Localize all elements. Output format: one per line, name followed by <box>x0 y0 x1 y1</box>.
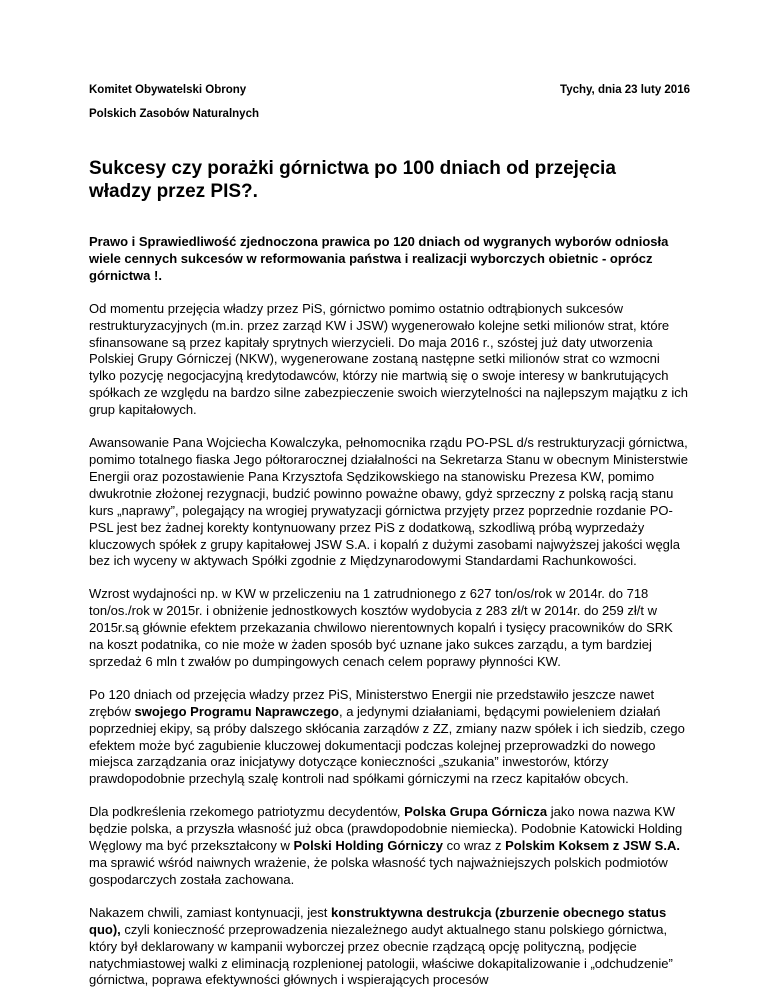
paragraph-5-text-a: Dla podkreślenia rzekomego patriotyzmu decydentów, <box>89 804 405 820</box>
paragraph-5-bold-polski-koks: Polskim Koksem z JSW S.A. <box>505 838 680 854</box>
paragraph-4 <box>89 687 689 788</box>
paragraph-1: Od momentu przejęcia władzy przez PiS, górnictwo pomimo ostatnio odtrąbionych sukcesów restrukturyzacyjnych (m.in. przez zarząd KW i JSW) wygenerowało kolejne setki milionów strat, które sfinansowane są przez kapitały sprytnych wierzycieli. Do maja 2016 r., szóstej już daty utworzenia Polskiej Grupy Górniczej (NKW), wygenerowane zostaną następne setki milionów strat co wzmocni tylko pozycję negocjacyjną kredytodawców, którzy nie martwią się o swoje interesy w bankrutujących spółkach ze względu na bardzo silne zabezpieczenie swoich wierzytelności na najlepszym majątku z ich grup kapitałowych. <box>89 300 689 418</box>
paragraph-4-text-c: , a jedynymi działaniami, będącymi powieleniem działań poprzedniej ekipy, są próby dalszego skłócania zarządów z ZZ, zmiany nazw spółek i ich siedzib, czego efektem może być zagubienie kluczowej dokumentacji podczas kolejnej przeprowadzki do nowego miejsca zarządzania oraz inicjatywy dotyczące konieczności „szukania” inwestorów, którzy prawdopodobnie przechylą szalę kontroli nad spółkami górniczymi na rzecz kapitałów obcych. <box>89 703 685 787</box>
title-line-2: władzy przez PIS?. <box>89 181 258 202</box>
organization-name <box>89 78 419 126</box>
paragraph-6 <box>89 905 689 990</box>
paragraph-3: Wzrost wydajności np. w KW w przeliczeniu na 1 zatrudnionego z 627 ton/os/rok w 2014r. do 718 ton/os./rok w 2015r. i obniżenie jednostkowych kosztów wydobycia z 283 zł/t w 2014r. do 259 zł/t w 2015r.są głównie efektem przekazania chwilowo nierentownych kopalń i tysięcy pracowników do SRK na koszt podatnika, co nie może w żaden sposób być uznane jako sukces zarządu, a tym bardziej sprzedaż 6 mln t zwałów po dumpingowych cenach celem poprawy płynności KW. <box>89 586 673 669</box>
paragraph-2: Awansowanie Pana Wojciecha Kowalczyka, pełnomocnika rządu PO-PSL d/s restrukturyzacji górnictwa, pomimo totalnego fiaska Jego półtorarocznej działalności na Sekretarza Stanu w obecnym Ministerstwie Energii oraz pozostawienie Pana Krzysztofa Sędzikowskiego na stanowisku Prezesa KW, pomimo dwukrotnie złożonej rezygnacji, budzić powinno poważne obawy, gdyż sprzeczny z polską racją stanu kurs „naprawy”, polegający na wrogiej prywatyzacji górnictwa przyjęty przez poprzednie rozdanie PO-PSL jest bez żadnej korekty kontynuowany przez PiS z dodatkową, szkodliwą próbą wyprzedaży kluczowych spółek z grupy kapitałowej JSW S.A. i kopalń z dużymi zasobami najwyższej jakości węgla bez ich wyceny w aktywach Spółki zgodnie z Międzynarodowymi Standardami Rachunkowości. <box>89 435 689 569</box>
paragraph-4-text-a: Po 120 dniach od przejęcia władzy przez PiS, Ministerstwo Energii nie przedstawiło jeszcze nawet zrębów <box>89 686 655 719</box>
document-body <box>89 234 689 1005</box>
document-title <box>89 157 689 203</box>
title-line-1: Sukcesy czy porażki górnictwa po 100 dniach od przejęcia <box>89 158 616 179</box>
paragraph-5-bold-pgg: Polska Grupa Górnicza <box>404 804 548 820</box>
paragraph-6-bold-destrukcja: konstruktywna destrukcja (zburzenie obecnego status quo), <box>89 904 667 937</box>
place-and-date: Tychy, dnia 23 luty 2016 <box>560 84 690 96</box>
lead-paragraph: Prawo i Sprawiedliwość zjednoczona prawica po 120 dniach od wygranych wyborów odniosła wiele cennych sukcesów w reformowania państwa i realizacji wyborczych obietnic - oprócz górnictwa !. <box>89 234 669 283</box>
organization-line-1: Komitet Obywatelski Obrony <box>89 84 247 96</box>
paragraph-5-text-e: co wraz z <box>442 838 506 854</box>
paragraph-6-text-c: czyli konieczność przeprowadzenia niezależnego audyt aktualnego stanu polskiego górnictwa, który był deklarowany w kampanii wyborczej przez obecnie rządzącą opcję polityczną, podjęcie natychmiastowej walki z eliminacją rozplenionej patologii, właściwe dokapitalizowanie i „odchudzenie” górnictwa, poprawa efektywności głównych i wspierających procesów <box>89 921 673 988</box>
paragraph-6-text-a: Nakazem chwili, zamiast kontynuacji, jest <box>89 904 332 920</box>
paragraph-5-bold-phg: Polski Holding Górniczy <box>293 838 443 854</box>
organization-line-2: Polskich Zasobów Naturalnych <box>89 108 259 120</box>
paragraph-4-bold-program: swojego Programu Naprawczego <box>134 703 339 719</box>
paragraph-5-text-c: jako nowa nazwa KW będzie polska, a przyszła własność już obca (prawdopodobnie niemiecka). Podobnie Katowicki Holding Węglowy ma być przekształcony w <box>89 804 683 854</box>
paragraph-5-text-g: ma sprawić wśród naiwnych wrażenie, że polska własność tych najważniejszych polskich podmiotów gospodarczych została zachowana. <box>89 855 668 887</box>
paragraph-5 <box>89 804 689 889</box>
